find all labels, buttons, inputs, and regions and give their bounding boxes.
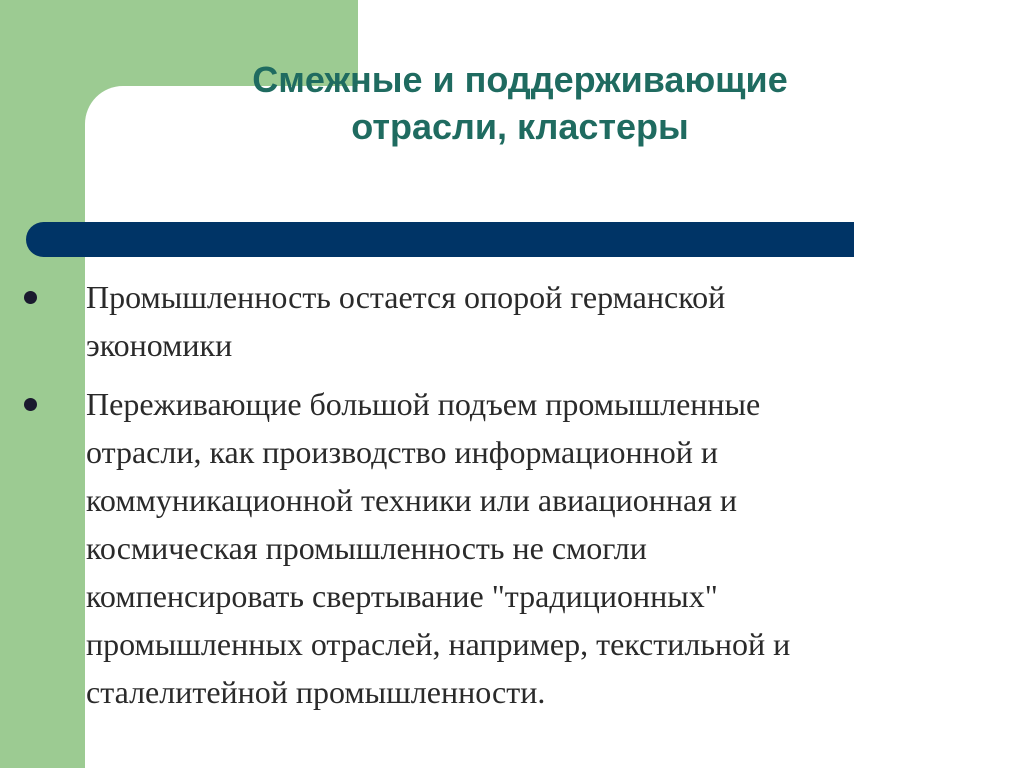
green-accent-left: [0, 0, 85, 768]
bullet-line: экономики: [86, 327, 233, 363]
bullet-line: Промышленность остается опорой германской: [86, 279, 726, 315]
bullet-line: сталелитейной промышленности.: [86, 674, 546, 710]
bullet-item-1: [86, 273, 986, 369]
bullet-item-2: [86, 380, 986, 716]
bullet-list: [86, 273, 986, 727]
bullet-line: промышленных отраслей, например, текстильной и: [86, 626, 791, 662]
slide-title-line-2: отрасли, кластеры: [351, 106, 689, 147]
bullet-line: компенсировать свертывание "традиционных": [86, 578, 718, 614]
bullet-line: отрасли, как производство информационной и: [86, 434, 718, 470]
bullet-dot-icon: [24, 291, 37, 304]
bullet-line: Переживающие большой подъем промышленные: [86, 386, 761, 422]
bullet-dot-icon: [24, 398, 37, 411]
bullet-line: космическая промышленность не смогли: [86, 530, 647, 566]
slide-title-line-1: Смежные и поддерживающие: [252, 59, 788, 100]
bullet-line: коммуникационной техники или авиационная и: [86, 482, 738, 518]
slide-title: [140, 56, 900, 150]
title-divider-bar: [26, 222, 854, 257]
